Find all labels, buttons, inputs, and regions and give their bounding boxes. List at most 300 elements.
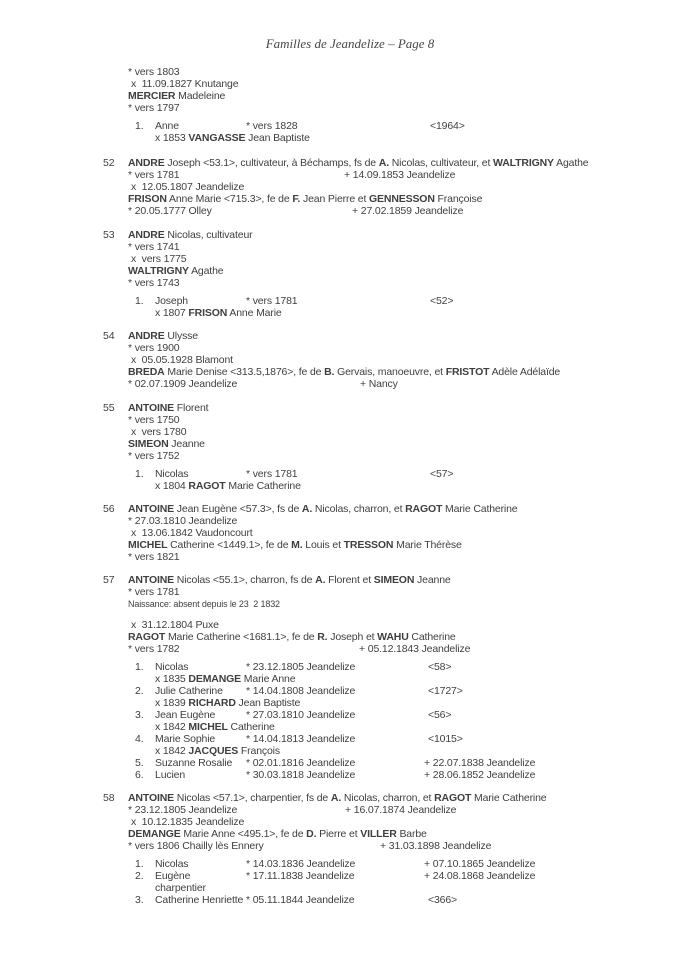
text-run: Jeanne <box>168 438 205 450</box>
line-part <box>128 828 427 840</box>
surname: ANTOINE <box>128 503 175 515</box>
surname: ANTOINE <box>128 402 175 414</box>
text-line <box>0 277 700 289</box>
entry-number: 53 <box>103 229 115 241</box>
line-part <box>246 120 297 132</box>
text-line <box>0 253 700 265</box>
text-run: Pierre et <box>316 828 361 840</box>
line-part <box>128 205 212 217</box>
text-run: Nicolas <box>155 661 189 673</box>
surname: TRESSON <box>343 539 394 551</box>
line-part <box>128 503 518 515</box>
text-line <box>0 295 700 307</box>
text-line <box>0 673 700 685</box>
text-run: Nicolas <box>155 858 189 870</box>
text-run: Naissance: absent depuis le 23 2 1832 <box>128 599 280 609</box>
marriage-info: x 1839 <box>155 697 189 709</box>
surname: ANDRE <box>128 157 165 169</box>
line-part <box>128 438 205 450</box>
text-line <box>0 685 700 697</box>
text-run: Agathe <box>553 157 589 169</box>
birth-info: * vers 1781 <box>128 169 180 181</box>
child-number: 1. <box>135 661 144 673</box>
text-run: Ulysse <box>164 330 198 342</box>
line-part <box>246 661 355 673</box>
surname: FRISTOT <box>445 366 490 378</box>
surname: FRISON <box>188 307 228 319</box>
text-run: Marie Catherine <box>471 792 547 804</box>
line-part <box>128 450 179 462</box>
birth-info: * 23.12.1805 Jeandelize <box>128 804 238 816</box>
marriage-info: x 10.12.1835 Jeandelize <box>131 816 245 828</box>
line-part <box>155 673 295 685</box>
death-info: + 28.06.1852 Jeandelize <box>424 769 536 781</box>
birth-info: * 23.12.1805 Jeandelize <box>246 661 356 673</box>
line-part <box>155 894 243 906</box>
line-part <box>246 894 354 906</box>
line-part <box>128 330 198 342</box>
surname: RAGOT <box>128 631 166 643</box>
text-line <box>0 515 700 527</box>
line-part <box>135 733 143 745</box>
birth-info: * vers 1741 <box>128 241 180 253</box>
birth-info: * vers 1743 <box>128 277 180 289</box>
cross-reference: <1964> <box>430 120 465 132</box>
line-part <box>103 229 114 241</box>
line-part <box>155 709 215 721</box>
line-part <box>128 366 560 378</box>
death-info: + 22.07.1838 Jeandelize <box>424 757 536 769</box>
line-part <box>246 769 355 781</box>
child-number: 1. <box>135 295 144 307</box>
text-line <box>0 733 700 745</box>
entry-number: 52 <box>103 157 115 169</box>
line-part <box>246 858 355 870</box>
text-run: Florent <box>174 402 209 414</box>
cross-reference: <57> <box>430 468 454 480</box>
line-part <box>155 685 223 697</box>
line-part <box>135 769 143 781</box>
text-line <box>0 402 700 414</box>
text-line <box>0 551 700 563</box>
surname: RICHARD <box>188 697 236 709</box>
line-part <box>128 643 179 655</box>
line-part <box>128 631 456 643</box>
death-info: + 05.12.1843 Jeandelize <box>359 643 471 655</box>
line-part <box>155 721 275 733</box>
text-run: Anne <box>155 120 179 132</box>
text-run: F. <box>292 193 301 205</box>
marriage-info: x 1842 <box>155 745 189 757</box>
surname: ANTOINE <box>128 792 175 804</box>
marriage-info: x 05.05.1928 Blamont <box>131 354 233 366</box>
death-info: + 31.03.1898 Jeandelize <box>380 840 492 852</box>
text-run: Catherine <box>408 631 456 643</box>
text-run: Joseph <box>155 295 188 307</box>
text-run: Nicolas, charron, et <box>341 792 435 804</box>
child-number: 1. <box>135 120 144 132</box>
text-run: R. <box>317 631 328 643</box>
line-part <box>128 157 589 169</box>
birth-info: * 02.01.1816 Jeandelize <box>246 757 356 769</box>
line-part <box>155 870 190 882</box>
text-line <box>0 539 700 551</box>
text-run: Jean Eugène <box>155 709 216 721</box>
text-line <box>0 157 700 169</box>
surname: RAGOT <box>188 480 226 492</box>
line-part <box>155 132 310 144</box>
child-number: 2. <box>135 870 144 882</box>
marriage-info: x vers 1780 <box>131 426 187 438</box>
text-line <box>0 90 700 102</box>
text-line <box>0 757 700 769</box>
line-part <box>380 840 491 852</box>
line-part <box>103 330 114 342</box>
line-part <box>428 894 457 906</box>
birth-info: * 05.11.1844 Jeandelize <box>246 894 355 906</box>
text-line <box>0 378 700 390</box>
text-line <box>0 241 700 253</box>
text-line <box>0 631 700 643</box>
marriage-info: x 1835 <box>155 673 189 685</box>
death-info: + 16.07.1874 Jeandelize <box>345 804 457 816</box>
text-run: Nicolas, charron, et <box>312 503 406 515</box>
birth-info: * vers 1821 <box>128 551 180 563</box>
birth-info: * 27.03.1810 Jeandelize <box>128 515 238 527</box>
text-run: Nicolas, cultivateur, et <box>388 157 494 169</box>
text-run: A. <box>330 792 342 804</box>
text-line <box>0 132 700 144</box>
child-number: 3. <box>135 709 144 721</box>
text-line <box>0 480 700 492</box>
surname: DEMANGE <box>188 673 242 685</box>
text-line <box>0 503 700 515</box>
line-part <box>428 733 463 745</box>
line-part <box>131 426 186 438</box>
surname: MERCIER <box>128 90 176 102</box>
birth-info: * vers 1900 <box>128 342 180 354</box>
marriage-info: x 1804 <box>155 480 189 492</box>
child-number: 6. <box>135 769 144 781</box>
line-part <box>135 661 143 673</box>
birth-info: * vers 1750 <box>128 414 180 426</box>
text-run: B. <box>324 366 335 378</box>
line-part <box>128 539 462 551</box>
line-part <box>135 894 143 906</box>
line-part <box>424 870 535 882</box>
death-info: + 07.10.1865 Jeandelize <box>424 858 536 870</box>
line-part <box>131 816 244 828</box>
text-line <box>0 120 700 132</box>
cross-reference: <1015> <box>428 733 463 745</box>
text-line <box>0 366 700 378</box>
death-info: + 27.02.1859 Jeandelize <box>352 205 464 217</box>
text-run: Jean Baptiste <box>235 697 301 709</box>
text-run: Louis et <box>302 539 344 551</box>
entry-number: 55 <box>103 402 115 414</box>
text-run: Catherine Henriette <box>155 894 244 906</box>
line-part <box>135 870 143 882</box>
text-run: Florent et <box>325 574 374 586</box>
text-run: Nicolas <box>155 468 189 480</box>
line-part <box>128 66 179 78</box>
line-part <box>155 757 232 769</box>
entry-number: 54 <box>103 330 115 342</box>
line-part <box>135 685 143 697</box>
birth-info: * 20.05.1777 Olley <box>128 205 212 217</box>
text-line <box>0 354 700 366</box>
text-run: A. <box>301 503 313 515</box>
text-line <box>0 882 700 894</box>
line-part <box>128 402 208 414</box>
text-line <box>0 468 700 480</box>
line-part <box>155 882 206 894</box>
birth-info: * 17.11.1838 Jeandelize <box>246 870 355 882</box>
text-run: François <box>238 745 280 757</box>
text-run: Marie Denise <313.5,1876>, fe de <box>164 366 325 378</box>
line-part <box>359 643 470 655</box>
line-part <box>128 414 179 426</box>
line-part <box>128 840 264 852</box>
text-run: A. <box>378 157 389 169</box>
surname: MICHEL <box>128 539 168 551</box>
text-line <box>0 414 700 426</box>
text-line <box>0 769 700 781</box>
birth-info: * 02.07.1909 Jeandelize <box>128 378 238 390</box>
line-part <box>135 120 143 132</box>
text-run: Marie Catherine <box>442 503 518 515</box>
text-line <box>0 102 700 114</box>
birth-info: * vers 1782 <box>128 643 180 655</box>
text-run: Joseph <53.1>, cultivateur, à Béchamps, fs de <box>164 157 379 169</box>
child-number: 4. <box>135 733 144 745</box>
text-line <box>0 858 700 870</box>
line-part <box>128 586 179 598</box>
child-number: 1. <box>135 468 144 480</box>
text-line <box>0 342 700 354</box>
text-run: Anne Marie <715.3>, fe de <box>166 193 293 205</box>
surname: BREDA <box>128 366 165 378</box>
line-part <box>155 697 300 709</box>
line-part <box>155 468 188 480</box>
line-part <box>128 574 451 586</box>
surname: WALTRIGNY <box>493 157 554 169</box>
text-line <box>0 229 700 241</box>
marriage-info: x 1807 <box>155 307 189 319</box>
surname: ANTOINE <box>128 574 175 586</box>
line-part <box>345 804 456 816</box>
death-info: + 14.09.1853 Jeandelize <box>344 169 456 181</box>
line-part <box>246 295 297 307</box>
line-part <box>246 709 355 721</box>
line-part <box>128 241 179 253</box>
text-line <box>0 193 700 205</box>
text-line <box>0 78 700 90</box>
line-part <box>131 78 238 90</box>
line-part <box>128 277 179 289</box>
birth-info: * vers 1752 <box>128 450 180 462</box>
text-run: D. <box>306 828 317 840</box>
birth-info: * 14.04.1813 Jeandelize <box>246 733 356 745</box>
text-run: Gervais, manoeuvre, et <box>334 366 446 378</box>
cross-reference: <52> <box>430 295 454 307</box>
line-part <box>128 265 223 277</box>
text-run: Agathe <box>188 265 224 277</box>
entry-number: 58 <box>103 792 115 804</box>
birth-info: * vers 1803 <box>128 66 180 78</box>
text-run: Catherine <1449.1>, fe de <box>167 539 292 551</box>
birth-info: * 30.03.1818 Jeandelize <box>246 769 356 781</box>
text-line <box>0 643 700 655</box>
line-part <box>424 769 535 781</box>
line-part <box>128 551 179 563</box>
cross-reference: <1727> <box>428 685 463 697</box>
text-line <box>0 66 700 78</box>
text-run: A. <box>315 574 326 586</box>
text-line <box>0 205 700 217</box>
text-run: Barbe <box>396 828 427 840</box>
text-line <box>0 721 700 733</box>
entry-number: 57 <box>103 574 115 586</box>
line-part <box>246 870 354 882</box>
text-line <box>0 527 700 539</box>
line-part <box>428 709 451 721</box>
line-part <box>103 574 114 586</box>
line-part <box>128 193 482 205</box>
text-line <box>0 792 700 804</box>
surname: ANDRE <box>128 330 165 342</box>
text-run: Marie Sophie <box>155 733 216 745</box>
text-line <box>0 804 700 816</box>
line-part <box>103 503 114 515</box>
line-part <box>128 229 252 241</box>
text-line <box>0 840 700 852</box>
line-part <box>352 205 463 217</box>
marriage-info: x 13.06.1842 Vaudoncourt <box>131 527 253 539</box>
line-part <box>131 181 244 193</box>
line-part <box>360 378 398 390</box>
line-part <box>155 745 280 757</box>
text-line <box>0 450 700 462</box>
text-run: Françoise <box>434 193 483 205</box>
death-info: + Nancy <box>360 378 398 390</box>
child-number: 3. <box>135 894 144 906</box>
line-part <box>103 157 114 169</box>
text-line <box>0 619 700 631</box>
line-part <box>131 354 233 366</box>
text-run: Nicolas, cultivateur <box>164 229 253 241</box>
line-part <box>344 169 455 181</box>
line-part <box>128 378 237 390</box>
text-run: Marie Anne <box>241 673 296 685</box>
birth-info: * vers 1797 <box>128 102 180 114</box>
text-run: Nicolas <57.1>, charpentier, fs de <box>174 792 331 804</box>
child-number: 2. <box>135 685 144 697</box>
line-part <box>155 120 179 132</box>
line-part <box>246 733 355 745</box>
line-part <box>103 402 114 414</box>
text-line <box>0 181 700 193</box>
text-run: Jean Eugène <57.3>, fs de <box>174 503 302 515</box>
line-part <box>128 792 546 804</box>
birth-info: * vers 1781 <box>246 295 298 307</box>
text-run: Julie Catherine <box>155 685 223 697</box>
text-run: Jean Pierre et <box>300 193 370 205</box>
death-info: + 24.08.1868 Jeandelize <box>424 870 536 882</box>
line-part <box>428 661 451 673</box>
line-part <box>246 757 355 769</box>
cross-reference: <58> <box>428 661 452 673</box>
marriage-info: x 11.09.1827 Knutange <box>131 78 239 90</box>
child-number: 5. <box>135 757 144 769</box>
birth-info: * vers 1781 <box>128 586 180 598</box>
text-run: Joseph et <box>327 631 378 643</box>
text-line <box>0 697 700 709</box>
text-run: Suzanne Rosalie <box>155 757 233 769</box>
line-part <box>131 527 253 539</box>
text-line <box>0 307 700 319</box>
line-part <box>155 307 282 319</box>
line-part <box>135 709 143 721</box>
birth-info: * 14.03.1836 Jeandelize <box>246 858 356 870</box>
text-line <box>0 828 700 840</box>
birth-info: * vers 1781 <box>246 468 298 480</box>
line-part <box>135 858 143 870</box>
cross-reference: <366> <box>428 894 458 906</box>
text-line <box>0 816 700 828</box>
surname: JACQUES <box>188 745 239 757</box>
marriage-info: x 12.05.1807 Jeandelize <box>131 181 245 193</box>
note-line <box>0 598 700 610</box>
line-part <box>246 685 355 697</box>
line-part <box>103 792 114 804</box>
text-run: Marie Anne <495.1>, fe de <box>180 828 307 840</box>
surname: MICHEL <box>188 721 228 733</box>
surname: SIMEON <box>373 574 415 586</box>
text-run: Marie Catherine <box>225 480 301 492</box>
birth-info: * 14.04.1808 Jeandelize <box>246 685 356 697</box>
birth-info: * vers 1806 Chailly lès Ennery <box>128 840 264 852</box>
page-header: Familles de Jeandelize – Page 8 <box>265 36 435 51</box>
text-run: M. <box>291 539 303 551</box>
line-part <box>424 757 535 769</box>
text-run: Catherine <box>227 721 275 733</box>
line-part <box>128 102 179 114</box>
text-run: Jean Baptiste <box>245 132 310 144</box>
surname: RAGOT <box>434 792 472 804</box>
surname: RAGOT <box>405 503 443 515</box>
text-line <box>0 870 700 882</box>
line-part <box>128 90 225 102</box>
surname: DEMANGE <box>128 828 181 840</box>
line-part <box>131 253 186 265</box>
line-part <box>128 342 179 354</box>
line-part <box>430 295 453 307</box>
text-line <box>0 574 700 586</box>
text-run: Anne Marie <box>227 307 282 319</box>
surname: ANDRE <box>128 229 165 241</box>
line-part <box>424 858 535 870</box>
line-part <box>428 685 463 697</box>
surname: WAHU <box>377 631 409 643</box>
text-line <box>0 438 700 450</box>
surname: VANGASSE <box>188 132 246 144</box>
text-line <box>0 265 700 277</box>
line-part <box>430 468 453 480</box>
text-line <box>0 894 700 906</box>
line-part <box>128 804 237 816</box>
text-run: Jeanne <box>414 574 451 586</box>
